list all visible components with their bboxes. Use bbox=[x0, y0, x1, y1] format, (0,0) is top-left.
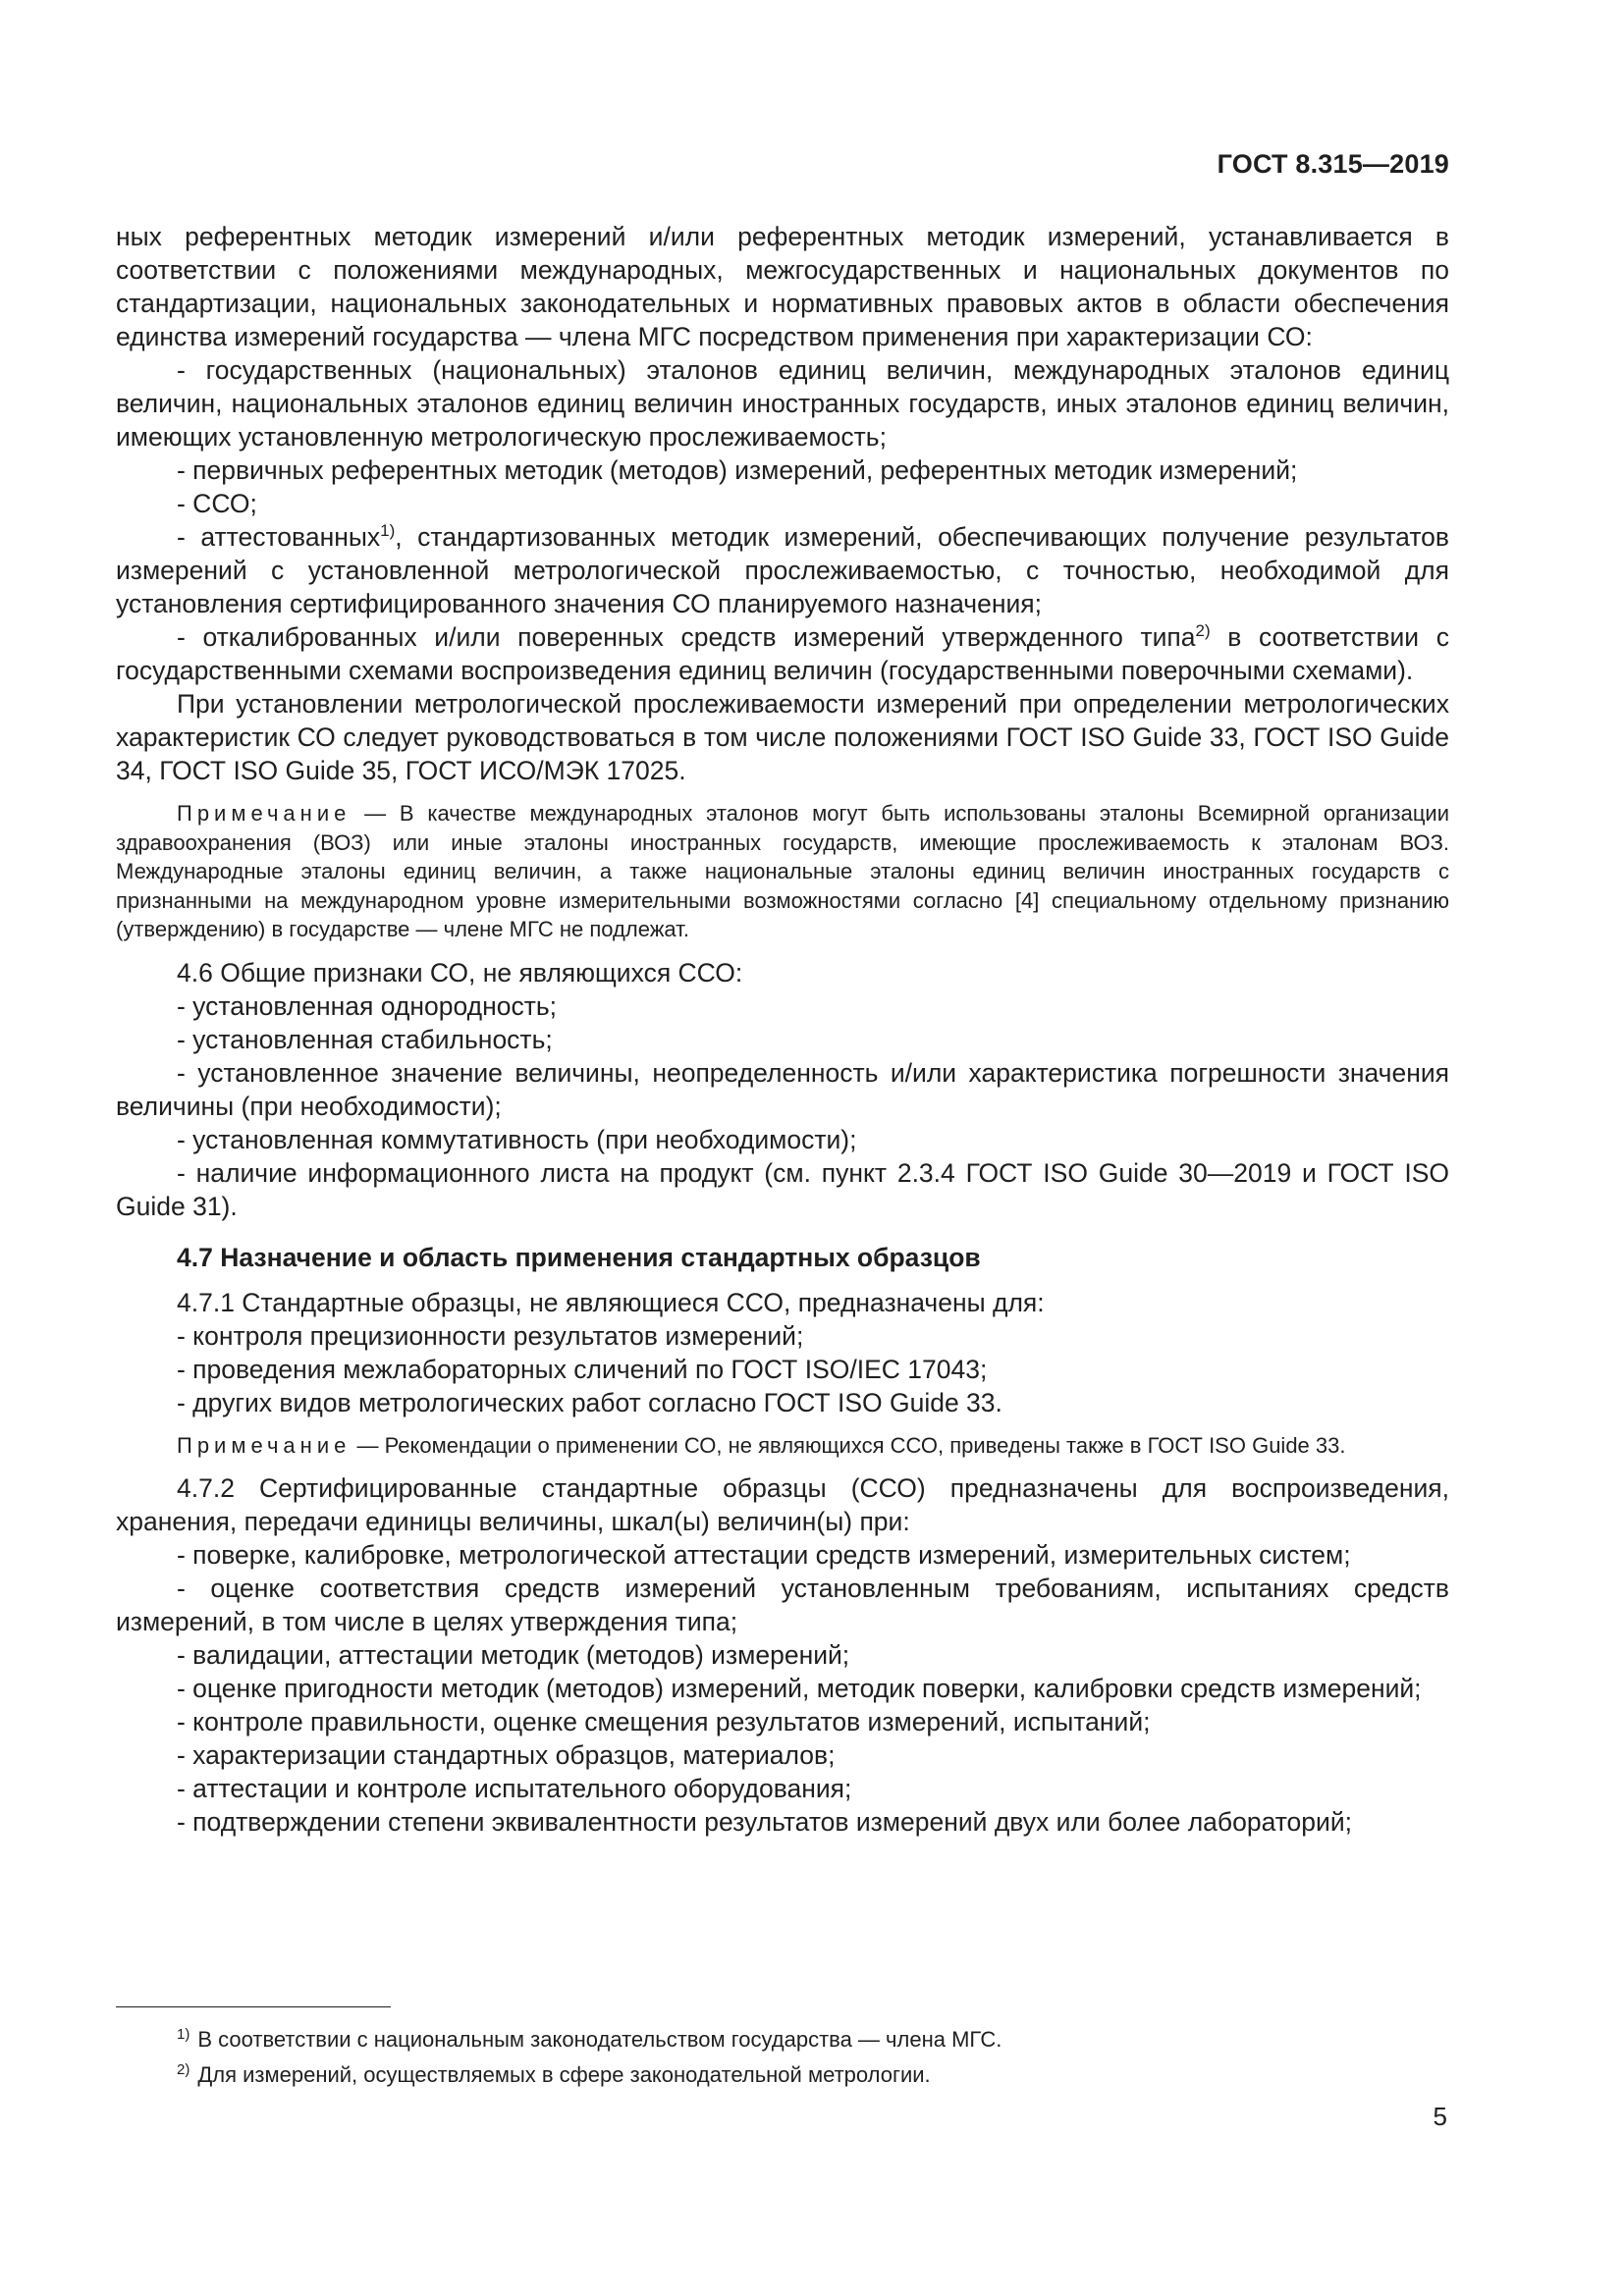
note-label: Примечание bbox=[177, 801, 352, 826]
footnote-mark: 2) bbox=[177, 2061, 190, 2078]
footnote-ref-2: 2) bbox=[1195, 621, 1211, 640]
list-item: - контроля прецизионности результатов измерений; bbox=[177, 1320, 804, 1351]
paragraph: При установлении метрологической прослеживаемости измерений при определении метрологических характеристик СО следует руководствоваться в том числе положениями ГОСТ ISO Guide 33, ГОСТ ISO Guide 34, ГОСТ ISO Guide 35, ГОСТ ИСО/МЭК 17025. bbox=[116, 689, 1449, 785]
section-4-7-1: 4.7.1 Стандартные образцы, не являющиеся ССО, предназначены для: bbox=[177, 1287, 1045, 1317]
note bbox=[116, 1431, 1449, 1461]
note-label: Примечание bbox=[177, 1432, 352, 1458]
list-item-text: - откалиброванных и/или поверенных средств измерений утвержденного типа bbox=[177, 622, 1196, 652]
paragraph-continuation: ных референтных методик измерений и/или референтных методик измерений, устанавливается в соответствии с положениями международных, межгосударственных и национальных документов по стандартизации, национальных законодательных и нормативных правовых актов в области обеспечения единства измерений государства — члена МГС посредством применения при характеризации СО: bbox=[116, 222, 1449, 351]
footnote-divider bbox=[116, 2006, 391, 2007]
list-item bbox=[116, 620, 1449, 687]
note bbox=[116, 799, 1449, 944]
list-item: - установленная однородность; bbox=[177, 990, 558, 1021]
list-item-text: в соответствии с государственными схемами воспроизведения единиц величин (государственными поверочными схемами). bbox=[116, 622, 1449, 685]
document-header-id: ГОСТ 8.315—2019 bbox=[1217, 149, 1449, 179]
list-item: - установленное значение величины, неопределенность и/или характеристика погрешности значения величины (при необходимости); bbox=[116, 1057, 1449, 1121]
list-item: - валидации, аттестации методик (методов) измерений; bbox=[177, 1640, 850, 1670]
section-4-7-2: 4.7.2 Сертифицированные стандартные образцы (ССО) предназначены для воспроизведения, хранения, передачи единицы величины, шкал(ы) величин(ы) при: bbox=[116, 1473, 1449, 1536]
note-text: — В качестве международных эталонов могут быть использованы эталоны Всемирной организации здравоохранения (ВОЗ) или иные эталоны иностранных государств, имеющие прослеживаемость к эталонам ВОЗ. Международные эталоны единиц величин, а также национальные эталоны единиц величин иностранных государств с признанными на международном уровне измерительными возможностями согласно [4] специальному отдельному признанию (утверждению) в государстве — члене МГС не подлежат. bbox=[116, 801, 1449, 941]
list-item: - государственных (национальных) эталонов единиц величин, международных эталонов единиц величин, национальных эталонов единиц величин иностранных государств, иных эталонов единиц величин, имеющих установленную метрологическую прослеживаемость; bbox=[116, 355, 1449, 452]
list-item: - установленная коммутативность (при необходимости); bbox=[177, 1124, 857, 1154]
note-text: — Рекомендации о применении СО, не являющихся ССО, приведены также в ГОСТ ISO Guide 33. bbox=[351, 1432, 1346, 1458]
list-item: - оценке соответствия средств измерений установленным требованиям, испытаниях средств измерений, в том числе в целях утверждения типа; bbox=[116, 1574, 1449, 1636]
footnote bbox=[177, 2057, 1443, 2093]
list-item-text: - аттестованных bbox=[177, 522, 381, 552]
list-item: - поверке, калибровке, метрологической аттестации средств измерений, измерительных систем; bbox=[177, 1540, 1351, 1570]
list-item: - характеризации стандартных образцов, материалов; bbox=[177, 1740, 836, 1770]
footnote bbox=[177, 2022, 1443, 2057]
list-item: - первичных референтных методик (методов) измерений, референтных методик измерений; bbox=[177, 455, 1298, 485]
section-4-7-heading: 4.7 Назначение и область применения стандартных образцов bbox=[177, 1242, 981, 1272]
document-body bbox=[116, 220, 1449, 1839]
list-item: - установленная стабильность; bbox=[177, 1024, 553, 1054]
list-item-text: , стандартизованных методик измерений, обеспечивающих получение результатов измерений с установленной метрологической прослеживаемостью, с точностью, необходимой для установления сертифицированного значения СО планируемого назначения; bbox=[116, 522, 1449, 618]
list-item: - оценке пригодности методик (методов) измерений, методик поверки, калибровки средств измерений; bbox=[177, 1674, 1422, 1703]
footnote-text: В соответствии с национальным законодательством государства — члена МГС. bbox=[197, 2027, 1002, 2052]
page-number: 5 bbox=[1433, 2102, 1447, 2131]
list-item: - подтверждении степени эквивалентности результатов измерений двух или более лабораторий; bbox=[177, 1807, 1353, 1837]
section-4-6-title: 4.6 Общие признаки СО, не являющихся ССО: bbox=[177, 957, 743, 988]
footnote-mark: 1) bbox=[177, 2026, 190, 2043]
list-item bbox=[116, 520, 1449, 620]
list-item: - проведения межлабораторных сличений по ГОСТ ISO/IEC 17043; bbox=[177, 1354, 988, 1384]
list-item: - аттестации и контроле испытательного оборудования; bbox=[177, 1774, 852, 1803]
list-item: - других видов метрологических работ согласно ГОСТ ISO Guide 33. bbox=[177, 1387, 1002, 1417]
list-item: - ССО; bbox=[177, 489, 257, 518]
footnote-ref-1: 1) bbox=[380, 521, 396, 540]
list-item: - наличие информационного листа на продукт (см. пункт 2.3.4 ГОСТ ISO Guide 30—2019 и ГОСТ ISO Guide 31). bbox=[116, 1157, 1449, 1221]
footnotes bbox=[177, 2022, 1443, 2093]
footnote-text: Для измерений, осуществляемых в сфере законодательной метрологии. bbox=[197, 2062, 931, 2087]
list-item: - контроле правильности, оценке смещения результатов измерений, испытаний; bbox=[177, 1707, 1151, 1736]
